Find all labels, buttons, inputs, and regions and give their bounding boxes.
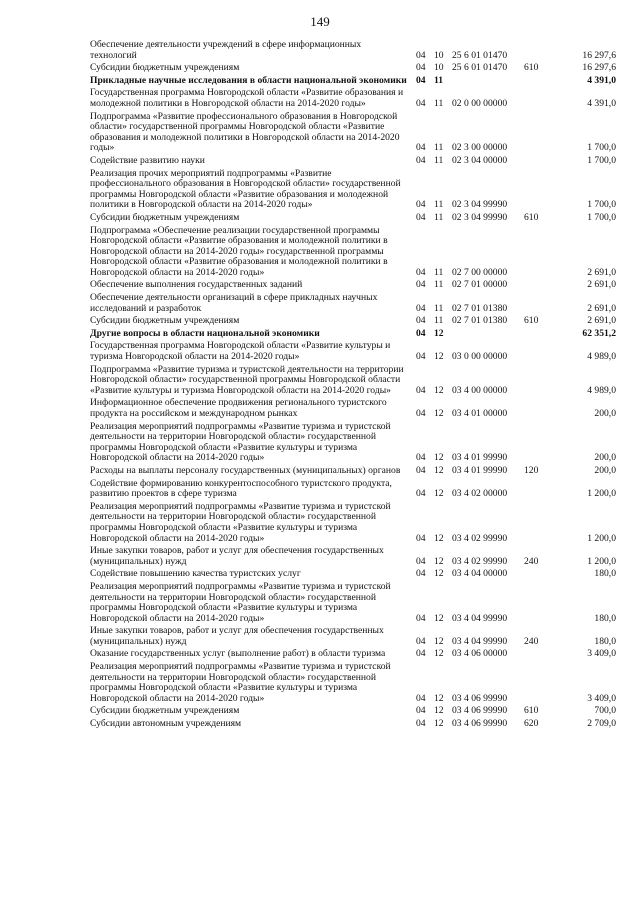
expense-type-code: [524, 112, 546, 156]
subsection-code: 11: [434, 199, 444, 211]
target-article-code: 03 4 06 00000: [452, 648, 508, 660]
item-name: Подпрограмма «Развитие профессионального образования в Новгородской области» государственной программы Новгородской области «Развитие образования и молодежной политики в Новгородской области на 2014-2020 годы»: [90, 110, 400, 154]
amount: 16 297,6: [582, 62, 616, 74]
table-row: [90, 582, 616, 626]
section-code: 04: [416, 302, 426, 314]
amount: 2 691,0: [587, 315, 616, 327]
item-name: Реализация мероприятий подпрограммы «Развитие туризма и туристской деятельности на территории Новгородской области» государственной программы Новгородской области «Развитие культуры и туризма Новгородской области на 2014-2020 годы»: [90, 580, 391, 624]
table-row: [90, 112, 616, 156]
amount: 200,0: [594, 464, 616, 476]
expense-type-code: [524, 88, 546, 111]
table-row: [90, 479, 616, 502]
section-code: 04: [416, 74, 426, 86]
amount: 1 200,0: [587, 532, 616, 544]
table-row: [90, 156, 616, 169]
item-name: Прикладные научные исследования в области национальной экономики: [90, 74, 407, 86]
expense-type-code: [524, 169, 546, 213]
amount: 2 691,0: [587, 279, 616, 291]
target-article-code: 03 4 01 00000: [452, 408, 508, 419]
budget-table: [90, 40, 616, 732]
subsection-code: 12: [434, 464, 444, 476]
target-article-code: 03 4 06 99990: [452, 692, 508, 704]
amount: 200,0: [594, 408, 616, 419]
section-code: 04: [416, 49, 426, 61]
subsection-code: 11: [434, 211, 444, 223]
subsection-code: 12: [434, 718, 444, 730]
expense-type-code: [524, 341, 546, 364]
target-article-code: 02 3 00 00000: [452, 142, 508, 154]
subsection-code: 11: [434, 142, 444, 154]
subsection-code: 11: [434, 74, 444, 86]
item-name: Обеспечение выполнения государственных заданий: [90, 279, 303, 291]
target-article-code: 02 7 01 01380: [452, 315, 508, 327]
expense-type-code: [524, 226, 546, 281]
target-article-code: 03 4 01 99990: [452, 464, 508, 476]
amount: 1 700,0: [587, 199, 616, 211]
item-name: Содействие развитию науки: [90, 154, 205, 166]
amount: 2 709,0: [587, 718, 616, 730]
amount: 2 691,0: [587, 266, 616, 278]
table-row: [90, 63, 616, 76]
target-article-code: 03 4 06 99990: [452, 718, 508, 730]
subsection-code: 12: [434, 532, 444, 544]
table-row: [90, 422, 616, 466]
section-code: 04: [416, 718, 426, 730]
item-name: Реализация мероприятий подпрограммы «Развитие туризма и туристской деятельности на территории Новгородской области» государственной программы Новгородской области «Развитие культуры и туризма Новгородской области на 2014-2020 годы»: [90, 420, 391, 464]
subsection-code: 11: [434, 266, 444, 278]
section-code: 04: [416, 532, 426, 544]
table-row: [90, 662, 616, 706]
table-row: [90, 226, 616, 281]
amount: 4 989,0: [587, 351, 616, 363]
subsection-code: 11: [434, 302, 444, 314]
section-code: 04: [416, 692, 426, 704]
section-code: 04: [416, 315, 426, 327]
section-code: 04: [416, 279, 426, 291]
section-code: 04: [416, 452, 426, 464]
item-name: Другие вопросы в области национальной экономики: [90, 327, 320, 339]
item-name: Подпрограмма «Развитие туризма и туристской деятельности на территории Новгородской области» государственной программы Новгородской области «Развитие культуры и туризма Новгородской области на 2014-2020 годы»: [90, 363, 404, 396]
page-number: 149: [310, 14, 330, 29]
table-row: [90, 169, 616, 213]
item-name: Расходы на выплаты персоналу государственных (муниципальных) органов: [90, 464, 401, 476]
target-article-code: 02 7 01 01380: [452, 302, 508, 314]
table-row: [90, 466, 616, 479]
section-code: 04: [416, 555, 426, 567]
section-code: 04: [416, 97, 426, 109]
target-article-code: 02 7 00 00000: [452, 266, 508, 278]
expense-type-code: [524, 40, 546, 63]
item-name: Реализация мероприятий подпрограммы «Развитие туризма и туристской деятельности на территории Новгородской области» государственной программы Новгородской области «Развитие культуры и туризма Новгородской области на 2014-2020 годы»: [90, 500, 391, 544]
expense-type-code: 620: [524, 718, 539, 730]
table-row: [90, 341, 616, 364]
expense-type-code: 240: [524, 635, 539, 647]
table-row: [90, 40, 616, 63]
expense-type-code: [524, 280, 546, 293]
section-code: 04: [416, 612, 426, 624]
amount: 4 989,0: [587, 384, 616, 396]
item-name: Государственная программа Новгородской области «Развитие образования и молодежной политики в Новгородской области на 2014-2020 годы»: [90, 87, 404, 109]
expense-type-code: 610: [524, 315, 539, 327]
target-article-code: 03 4 02 99990: [452, 555, 508, 567]
subsection-code: 12: [434, 327, 444, 339]
expense-type-code: [524, 649, 546, 662]
expense-type-code: 610: [524, 211, 539, 223]
expense-type-code: [524, 502, 546, 546]
item-name: Иные закупки товаров, работ и услуг для обеспечения государственных (муниципальных) нужд: [90, 625, 384, 647]
section-code: 04: [416, 568, 426, 580]
expense-type-code: [524, 365, 546, 399]
subsection-code: 12: [434, 692, 444, 704]
target-article-code: 02 7 01 00000: [452, 279, 508, 291]
target-article-code: 02 3 04 99990: [452, 211, 508, 223]
amount: 180,0: [594, 635, 616, 647]
subsection-code: 11: [434, 154, 444, 166]
expense-type-code: [524, 422, 546, 466]
amount: 1 200,0: [587, 555, 616, 567]
target-article-code: 25 6 01 01470: [452, 49, 508, 61]
table-row: [90, 502, 616, 546]
target-article-code: 03 4 04 99990: [452, 612, 508, 624]
item-name: Подпрограмма «Обеспечение реализации государственной программы Новгородской области «Развитие образования и молодежной политики в Новгородской области на 2014-2020 годы» государственной программы Новгородской области «Развитие образования и молодежной политики в Новгородской области на 2014-2020 годы»: [90, 224, 388, 278]
section-code: 04: [416, 62, 426, 74]
subsection-code: 10: [434, 62, 444, 74]
subsection-code: 11: [434, 315, 444, 327]
amount: 4 391,0: [587, 97, 616, 109]
item-name: Содействие формированию конкурентоспособного туристского продукта, развитию проектов в сфере туризма: [90, 477, 392, 500]
subsection-code: 12: [434, 612, 444, 624]
table-row: [90, 213, 616, 226]
target-article-code: [452, 329, 524, 342]
subsection-code: 12: [434, 705, 444, 717]
section-code: 04: [416, 142, 426, 154]
target-article-code: 03 4 02 00000: [452, 488, 508, 500]
subsection-code: 12: [434, 568, 444, 580]
item-name: Иные закупки товаров, работ и услуг для обеспечения государственных (муниципальных) нужд: [90, 545, 384, 567]
section-code: 04: [416, 408, 426, 419]
subsection-code: 12: [434, 408, 444, 419]
section-code: 04: [416, 635, 426, 647]
subsection-code: 12: [434, 648, 444, 660]
amount: 1 700,0: [587, 142, 616, 154]
target-article-code: 03 4 00 00000: [452, 384, 508, 396]
target-article-code: 25 6 01 01470: [452, 62, 508, 74]
section-code: 04: [416, 464, 426, 476]
section-code: 04: [416, 154, 426, 166]
item-name: Субсидии бюджетным учреждениям: [90, 315, 240, 327]
target-article-code: 03 4 04 00000: [452, 568, 508, 580]
expense-type-code: [524, 479, 546, 502]
subsection-code: 12: [434, 384, 444, 396]
target-article-code: [452, 76, 524, 89]
amount: 200,0: [594, 452, 616, 464]
item-name: Оказание государственных услуг (выполнение работ) в области туризма: [90, 648, 386, 660]
section-code: 04: [416, 705, 426, 717]
target-article-code: 03 4 01 99990: [452, 452, 508, 464]
subsection-code: 12: [434, 488, 444, 500]
budget-table-body: [90, 40, 616, 732]
expense-type-code: [524, 662, 546, 706]
item-name: Государственная программа Новгородской области «Развитие культуры и туризма Новгородской области на 2014-2020 годы»: [90, 340, 391, 363]
expense-type-code: [524, 582, 546, 626]
table-row: [90, 88, 616, 111]
subsection-code: 12: [434, 351, 444, 363]
amount: 3 409,0: [587, 692, 616, 704]
subsection-code: 12: [434, 452, 444, 464]
amount: 1 700,0: [587, 154, 616, 166]
target-article-code: 02 3 04 00000: [452, 154, 508, 166]
amount: 4 391,0: [587, 74, 616, 86]
table-row: [90, 316, 616, 329]
target-article-code: 03 4 06 99990: [452, 705, 508, 717]
section-code: 04: [416, 266, 426, 278]
amount: 16 297,6: [582, 49, 616, 61]
expense-type-code: [524, 156, 546, 169]
item-name: Реализация мероприятий подпрограммы «Развитие туризма и туристской деятельности на территории Новгородской области» государственной программы Новгородской области «Развитие культуры и туризма Новгородской области на 2014-2020 годы»: [90, 661, 391, 704]
subsection-code: 12: [434, 635, 444, 647]
item-name: Субсидии бюджетным учреждениям: [90, 62, 240, 74]
expense-type-code: 610: [524, 705, 539, 717]
subsection-code: 12: [434, 555, 444, 567]
expense-type-code: 240: [524, 555, 539, 567]
amount: 1 700,0: [587, 211, 616, 223]
section-code: 04: [416, 211, 426, 223]
section-code: 04: [416, 384, 426, 396]
target-article-code: 02 3 04 99990: [452, 199, 508, 211]
item-name: Обеспечение деятельности учреждений в сфере информационных технологий: [90, 39, 362, 61]
table-row: [90, 398, 616, 421]
expense-type-code: 610: [524, 62, 539, 74]
expense-type-code: [524, 398, 546, 421]
amount: 700,0: [594, 705, 616, 717]
section-code: 04: [416, 351, 426, 363]
subsection-code: 11: [434, 279, 444, 291]
item-name: Субсидии автономным учреждениям: [90, 718, 242, 730]
table-row: [90, 546, 616, 569]
target-article-code: 02 0 00 00000: [452, 97, 508, 109]
amount: 2 691,0: [587, 302, 616, 314]
target-article-code: 03 4 02 99990: [452, 532, 508, 544]
section-code: 04: [416, 327, 426, 339]
item-name: Субсидии бюджетным учреждениям: [90, 211, 240, 223]
amount: 180,0: [594, 612, 616, 624]
table-row: [90, 626, 616, 649]
expense-type-code: 120: [524, 464, 539, 476]
expense-type-code: [524, 76, 546, 89]
subsection-code: 11: [434, 97, 444, 109]
amount: 1 200,0: [587, 488, 616, 500]
section-code: 04: [416, 648, 426, 660]
section-code: 04: [416, 488, 426, 500]
table-row: [90, 293, 616, 316]
expense-type-code: [524, 329, 546, 342]
item-name: Субсидии бюджетным учреждениям: [90, 705, 240, 717]
expense-type-code: [524, 569, 546, 582]
amount: 180,0: [594, 568, 616, 580]
item-name: Обеспечение деятельности организаций в сфере прикладных научных исследований и разработок: [90, 292, 378, 314]
item-name: Информационное обеспечение продвижения регионального туристского продукта на российском и международном рынках: [90, 397, 387, 419]
amount: 3 409,0: [587, 648, 616, 660]
section-code: 04: [416, 199, 426, 211]
item-name: Содействие повышению качества туристских услуг: [90, 568, 301, 580]
target-article-code: 03 4 04 99990: [452, 635, 508, 647]
subsection-code: 10: [434, 49, 444, 61]
target-article-code: 03 0 00 00000: [452, 351, 508, 363]
amount: 62 351,2: [582, 327, 616, 339]
table-row: [90, 365, 616, 399]
item-name: Реализация прочих мероприятий подпрограммы «Развитие профессионального образования в Новгородской области» государственной программы Новгородской области «Развитие образования и молодежной политики в Новгородской области на 2014-2020 годы»: [90, 167, 401, 211]
expense-type-code: [524, 293, 546, 316]
table-row: [90, 719, 616, 732]
